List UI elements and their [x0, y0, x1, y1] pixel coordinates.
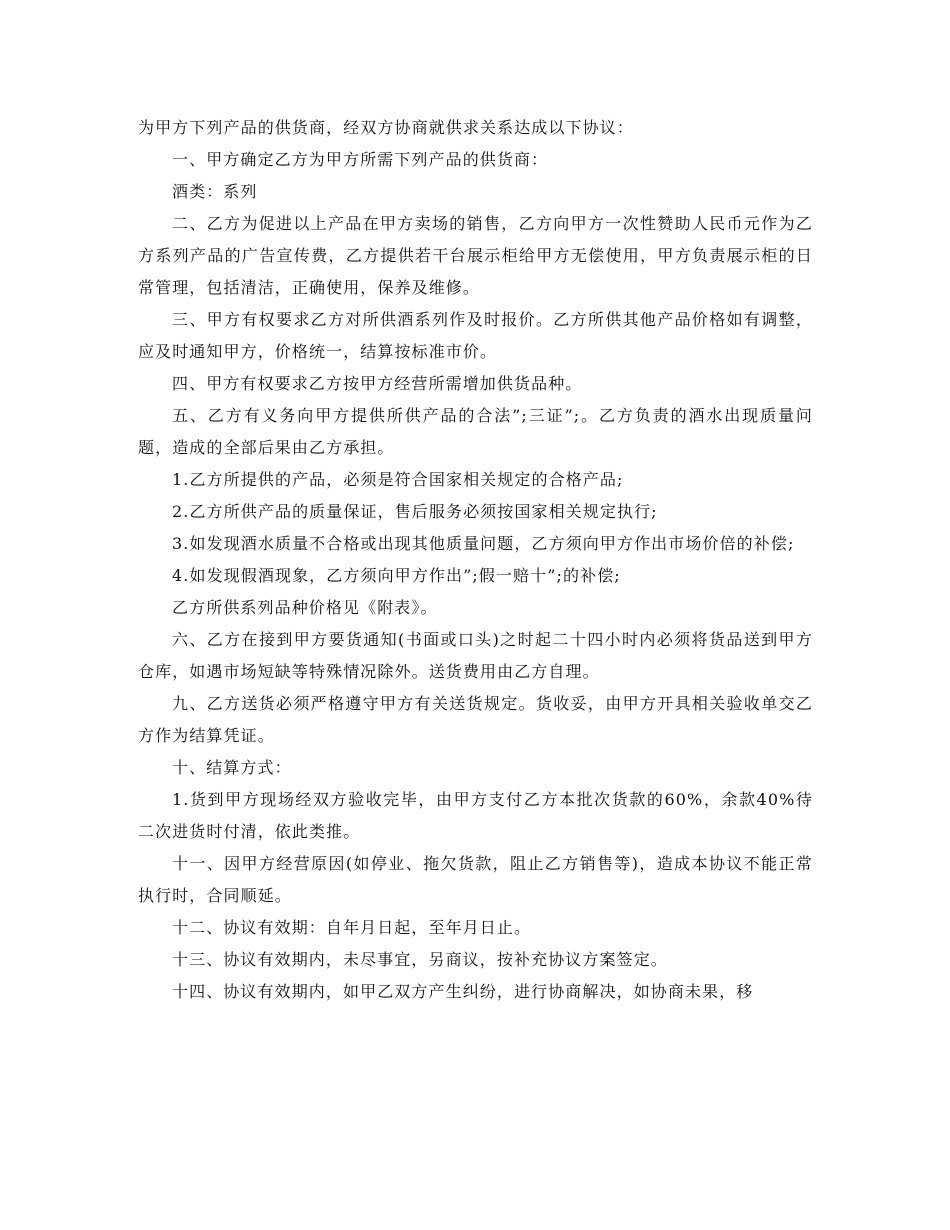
- paragraph-clause-10: 十、结算方式：: [172, 758, 292, 777]
- paragraph-clause-3: 三、甲方有权要求乙方对所供酒系列作及时报价。乙方所供其他产品价格如有调整，应及时通知甲方，价格统一，结算按标准市价。: [138, 310, 813, 361]
- paragraph-settlement-1: 1.货到甲方现场经双方验收完毕，由甲方支付乙方本批次货款的60%，余款40%待二次进货时付清，依此类推。: [138, 790, 813, 841]
- paragraph-clause-5: 五、乙方有义务向甲方提供所供产品的合法”;三证”;。乙方负责的酒水出现质量问题，造成的全部后果由乙方承担。: [138, 406, 813, 457]
- paragraph-item-3: 3.如发现酒水质量不合格或出现其他质量问题，乙方须向甲方作出市场价倍的补偿;: [172, 534, 795, 553]
- paragraph-clause-1: 一、甲方确定乙方为甲方所需下列产品的供货商：: [172, 150, 549, 169]
- paragraph-item-2: 2.乙方所供产品的质量保证，售后服务必须按国家相关规定执行;: [172, 502, 658, 521]
- paragraph-clause-12: 十二、协议有效期：自年月日起，至年月日止。: [172, 918, 532, 937]
- paragraph-clause-6: 六、乙方在接到甲方要货通知(书面或口头)之时起二十四小时内必须将货品送到甲方仓库，如遇市场短缺等特殊情况除外。送货费用由乙方自理。: [138, 630, 813, 681]
- paragraph-liquor-category: 酒类：系列: [172, 182, 258, 201]
- paragraph-item-4: 4.如发现假酒现象，乙方须向甲方作出”;假一赔十”;的补偿;: [172, 566, 621, 585]
- document-body: [138, 112, 813, 1008]
- paragraph-item-1: 1.乙方所提供的产品，必须是符合国家相关规定的合格产品;: [172, 470, 624, 489]
- paragraph-clause-13: 十三、协议有效期内，未尽事宜，另商议，按补充协议方案签定。: [172, 950, 668, 969]
- paragraph-clause-9: 九、乙方送货必须严格遵守甲方有关送货规定。货收妥，由甲方开具相关验收单交乙方作为结算凭证。: [138, 694, 813, 745]
- paragraph-clause-14: 十四、协议有效期内，如甲乙双方产生纠纷，进行协商解决，如协商未果，移: [172, 982, 754, 1001]
- paragraph-clause-4: 四、甲方有权要求乙方按甲方经营所需增加供货品种。: [172, 374, 583, 393]
- paragraph-clause-2: 二、乙方为促进以上产品在甲方卖场的销售，乙方向甲方一次性赞助人民币元作为乙方系列产品的广告宣传费，乙方提供若干台展示柜给甲方无偿使用，甲方负责展示柜的日常管理，包括清洁，正确使用，保养及维修。: [138, 214, 813, 297]
- paragraph-clause-11: 十一、因甲方经营原因(如停业、拖欠货款，阻止乙方销售等)，造成本协议不能正常执行时，合同顺延。: [138, 854, 813, 905]
- paragraph-price-appendix: 乙方所供系列品种价格见《附表》。: [172, 598, 438, 617]
- paragraph-intro: 为甲方下列产品的供货商，经双方协商就供求关系达成以下协议：: [138, 118, 634, 137]
